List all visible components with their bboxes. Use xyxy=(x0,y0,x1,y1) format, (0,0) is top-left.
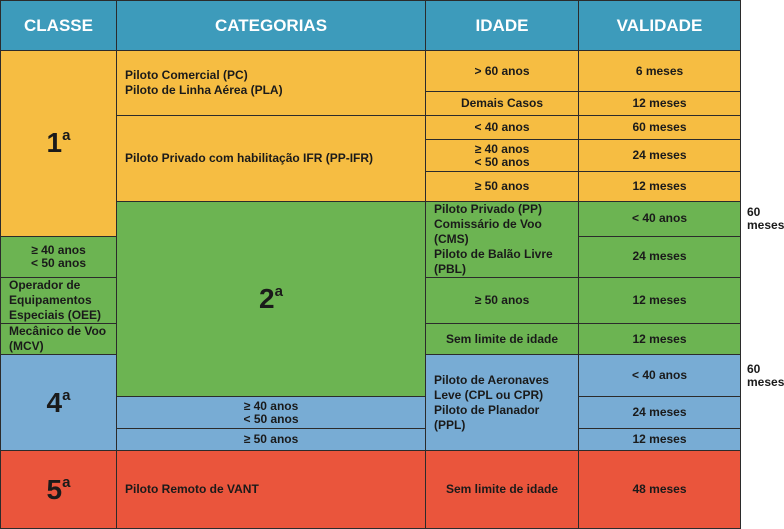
age-line: < 50 anos xyxy=(30,255,87,270)
category-cell xyxy=(117,51,426,116)
age-line: < 50 anos xyxy=(243,411,299,426)
validity-cell: 12 meses xyxy=(579,278,741,324)
class-4-cell xyxy=(1,355,117,451)
age-line: ≥ 40 anos xyxy=(474,141,530,156)
class-number: 2 xyxy=(259,283,275,314)
table-row xyxy=(1,51,741,92)
table-row: 4$^a$ Piloto de Aeronaves Leve (CPL ou CPR) Piloto de Planador (PPL) < 40 anos 60 meses xyxy=(1,355,741,397)
category-cell: Piloto Privado com habilitação IFR (PP-IFR) xyxy=(117,116,426,202)
header-validade: VALIDADE xyxy=(579,1,741,51)
age-cell: Sem limite de idade xyxy=(426,324,579,355)
category-label: Piloto Comercial (PC) xyxy=(125,68,248,82)
age-cell xyxy=(1,236,117,277)
table-row: 2$^a$ Piloto Privado (PP) Comissário de Voo (CMS) Piloto de Balão Livre (PBL) < 40 anos 60 meses xyxy=(1,202,741,237)
validity-cell: 24 meses xyxy=(579,397,741,429)
class-1-cell xyxy=(1,51,117,237)
category-cell: Mecânico de Voo (MCV) xyxy=(1,324,117,355)
age-cell: ≥ 50 anos xyxy=(117,429,426,451)
class-ordinal: a xyxy=(62,473,71,491)
validity-cell: 12 meses xyxy=(579,92,741,116)
age-cell: < 40 anos xyxy=(426,116,579,140)
class-number: 1 xyxy=(46,127,63,159)
header-row xyxy=(1,1,741,51)
category-cell: Operador de Equipamentos Especiais (OEE) xyxy=(1,278,117,324)
validity-cell: 12 meses xyxy=(579,429,741,451)
age-line: < 50 anos xyxy=(474,154,530,169)
age-line: ≥ 40 anos xyxy=(243,398,299,413)
validity-cell: 48 meses xyxy=(579,451,741,529)
age-cell: ≥ 50 anos xyxy=(426,172,579,202)
validity-cell: 6 meses xyxy=(579,51,741,92)
age-cell: Demais Casos xyxy=(426,92,579,116)
validity-cell: 12 meses xyxy=(579,172,741,202)
class-5-cell xyxy=(1,451,117,529)
age-cell: < 40 anos xyxy=(579,202,741,237)
age-cell: ≥ 50 anos xyxy=(426,278,579,324)
class-number: 5 xyxy=(46,473,63,505)
category-cell xyxy=(426,202,579,278)
age-cell: Sem limite de idade xyxy=(426,451,579,529)
category-label: Piloto de Linha Aérea (PLA) xyxy=(125,83,283,97)
category-label: Piloto de Aeronaves Leve (CPL ou CPR) xyxy=(434,372,549,402)
age-cell xyxy=(117,397,426,429)
header-idade: IDADE xyxy=(426,1,579,51)
age-line: ≥ 40 anos xyxy=(31,242,86,257)
category-label: Comissário de Voo (CMS) xyxy=(434,217,542,246)
category-label: Piloto Privado (PP) xyxy=(434,202,543,216)
validity-cell: 24 meses xyxy=(579,140,741,172)
validity-cell: 12 meses xyxy=(579,324,741,355)
header-categorias: CATEGORIAS xyxy=(117,1,426,51)
age-cell: < 40 anos xyxy=(579,355,741,397)
age-cell xyxy=(426,140,579,172)
validity-cell: 24 meses xyxy=(579,236,741,277)
class-number: 4 xyxy=(46,386,63,418)
category-label: Piloto de Planador (PPL) xyxy=(434,402,540,432)
age-cell: > 60 anos xyxy=(426,51,579,92)
category-cell: Piloto Remoto de VANT xyxy=(117,451,426,529)
table-row xyxy=(1,451,741,529)
category-cell xyxy=(426,355,579,451)
validity-cell: 60 meses xyxy=(579,116,741,140)
class-ordinal: a xyxy=(62,386,71,404)
class-ordinal: a xyxy=(62,127,71,145)
header-classe: CLASSE xyxy=(1,1,117,51)
category-label: Piloto de Balão Livre (PBL) xyxy=(434,247,553,276)
class-2-cell xyxy=(117,202,426,397)
class-ordinal: a xyxy=(274,283,283,300)
